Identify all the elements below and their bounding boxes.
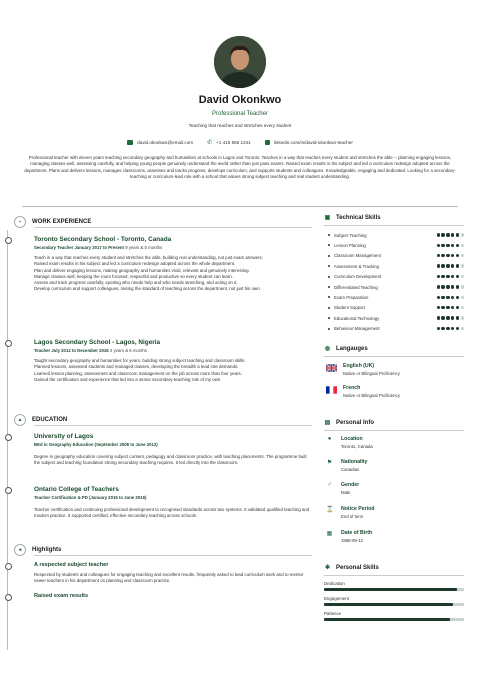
language-item <box>326 385 400 398</box>
rating-dot <box>461 264 464 267</box>
skill-rating <box>437 264 464 267</box>
school-body-2: Teacher certification and continuing professional development to recognised standards across two systems. It validated qualified teaching and modern practice. It supported certified, effective secondary teaching across schools. <box>34 507 310 519</box>
personal-skills-title: Personal Skills <box>336 564 379 571</box>
technical-skill-label: Curriculum Development <box>334 274 382 280</box>
calendar-icon: ▦ <box>326 531 333 537</box>
rating-dot <box>441 254 444 257</box>
job-duration-1: 9 years & 5 months <box>125 245 163 250</box>
rating-dot <box>446 306 449 309</box>
rating-dot <box>451 233 454 236</box>
education-title: EDUCATION <box>32 417 68 423</box>
timeline-dot <box>5 594 12 601</box>
section-rule <box>324 356 464 357</box>
bullet-icon <box>328 244 330 246</box>
technical-skills-title: Technical Skills <box>336 214 381 221</box>
rating-dot <box>461 254 464 257</box>
rating-dot <box>437 316 440 319</box>
linkedin-contact[interactable] <box>265 139 353 146</box>
briefcase-icon: ▪ <box>14 216 26 228</box>
info-notice <box>326 506 374 519</box>
linkedin-text: linkedin.com/in/david-okonkwo-teacher <box>273 140 353 145</box>
rating-dot <box>461 285 464 288</box>
rating-dot <box>461 244 464 247</box>
skill-rating <box>437 275 464 278</box>
school-body-1: Degree in geography education covering subject content, pedagogy and classroom practice, with teaching placements. The programme built the subject and teaching foundation strong secondary teaching requires. It led directly into the classroom. <box>34 454 307 466</box>
language-name: English (UK) <box>343 363 375 369</box>
bullet-icon <box>328 317 330 319</box>
candidate-name: David Okonkwo <box>198 94 282 106</box>
rating-dot <box>446 244 449 247</box>
job-meta-2 <box>34 348 147 353</box>
personal-skill-fill <box>324 618 450 621</box>
language-item <box>326 363 400 376</box>
rating-dot <box>451 316 454 319</box>
rating-dot <box>456 285 459 288</box>
skill-rating <box>437 244 464 247</box>
section-rule <box>324 575 464 576</box>
france-flag-icon <box>326 386 337 394</box>
globe-icon: ◍ <box>324 346 331 352</box>
technical-skill-row <box>328 262 464 270</box>
graduation-cap-icon: ▲ <box>14 414 26 426</box>
job-dates-1: January 2017 to Present <box>74 245 124 250</box>
technical-skill-row <box>328 304 464 312</box>
header-divider <box>22 206 458 207</box>
bullet-icon <box>328 234 330 236</box>
rating-dot <box>441 296 444 299</box>
rating-dot <box>461 306 464 309</box>
email-icon <box>127 140 133 145</box>
section-rule <box>34 227 312 228</box>
technical-skill-row <box>328 325 464 333</box>
profile-summary: Professional teacher with eleven years teaching secondary geography and humanities at schools in Lagos and Toronto. Teaches in a way that reaches every student and stretches the able -- planning engaging lessons, managing classes well, assessing carefully, and helping young people genuinely understand the world rather than just pass exams. Raised exam results in his subject and led a curriculum redesign adopted across the department. Plans and delivers lessons, manages classrooms, assesses and tracks progress, develops curriculum, and supports students and colleagues. Knowledgeable, engaging and dedicated. Looking for a secondary-teaching or curriculum-lead role with a school that values strong subject teaching and real student understanding. <box>24 155 456 179</box>
bullet-icon <box>328 307 330 309</box>
info-value: End of term <box>341 514 364 519</box>
rating-dot <box>441 264 444 267</box>
info-gender <box>326 482 359 495</box>
uk-flag-icon <box>326 364 337 372</box>
info-label: Nationality <box>341 459 368 465</box>
personal-skill <box>324 581 464 591</box>
rating-dot <box>446 254 449 257</box>
highlight-title-2: Raised exam results <box>34 593 89 599</box>
timeline-dot <box>5 434 12 441</box>
job-title-1: Toronto Secondary School - Toronto, Canada <box>34 236 172 243</box>
personal-skill-track <box>324 588 464 591</box>
highlights-title: Highlights <box>32 547 62 553</box>
technical-skill-label: Student Support <box>334 305 366 311</box>
phone-contact[interactable] <box>207 139 251 146</box>
languages-title: Langauges <box>336 345 368 352</box>
rating-dot <box>456 244 459 247</box>
job-body-2 <box>34 358 310 383</box>
job-meta-1 <box>34 245 162 250</box>
info-label: Notice Period <box>341 506 375 512</box>
school-title-1: University of Lagos <box>34 433 94 440</box>
personal-skill-fill <box>324 588 457 591</box>
skill-rating <box>437 285 464 288</box>
job-position-1: Secondary Teacher <box>34 245 74 250</box>
technical-skill-label: Subject Teaching <box>334 232 367 238</box>
section-rule <box>34 555 312 556</box>
bullet-icon <box>328 255 330 257</box>
language-name: French <box>343 385 361 391</box>
rating-dot <box>437 254 440 257</box>
rating-dot <box>461 275 464 278</box>
rating-dot <box>441 244 444 247</box>
rating-dot <box>437 244 440 247</box>
rating-dot <box>456 254 459 257</box>
job-bullet: Teach in a way that reaches every student and stretches the able, building real understanding, not just exam answers. <box>34 255 263 260</box>
timeline-dot <box>5 487 12 494</box>
technical-skill-label: Assessment & Tracking <box>334 263 379 269</box>
job-body-1 <box>34 255 310 293</box>
technical-skill-label: Behaviour Management <box>334 326 380 332</box>
rating-dot <box>437 275 440 278</box>
rating-dot <box>451 275 454 278</box>
technical-skill-label: Educational Technology <box>334 315 380 321</box>
personal-skills-heading <box>324 564 379 571</box>
section-rule <box>34 425 312 426</box>
personal-skill-fill <box>324 603 453 606</box>
rating-dot <box>461 296 464 299</box>
rating-dot <box>456 233 459 236</box>
info-label: Location <box>341 436 363 442</box>
languages-heading <box>324 345 368 352</box>
technical-skill-label: Lesson Planning <box>334 242 366 248</box>
skill-rating <box>437 316 464 319</box>
rating-dot <box>456 296 459 299</box>
contact-bar <box>0 139 480 146</box>
personal-skill-track <box>324 618 464 621</box>
info-location <box>326 436 373 449</box>
info-label: Date of Birth <box>341 530 373 536</box>
job-bullet: Gained the certification and experience that led into a senior secondary-teaching role of my own. <box>34 376 222 382</box>
job-bullet: Develop curriculum and support colleagues, raising the standard of teaching across the department, not just his own. <box>34 286 261 292</box>
technical-skill-row <box>328 283 464 291</box>
technical-skill-label: Differentiated Teaching <box>334 284 378 290</box>
school-sub-1: BEd in Geography Education (September 2008 to June 2012) <box>34 442 158 447</box>
skill-rating <box>437 327 464 330</box>
bullet-icon <box>328 328 330 330</box>
job-duration-2: 4 years & 6 months <box>109 348 147 353</box>
rating-dot <box>441 275 444 278</box>
bullet-icon <box>328 286 330 288</box>
rating-dot <box>437 264 440 267</box>
technical-skill-label: Exam Preparation <box>334 294 369 300</box>
work-experience-title: WORK EXPERIENCE <box>32 219 92 225</box>
technical-skill-row <box>328 231 464 239</box>
rating-dot <box>451 306 454 309</box>
rating-dot <box>451 254 454 257</box>
rating-dot <box>446 285 449 288</box>
candidate-role: Professional Teacher <box>212 111 268 117</box>
technical-skills-heading <box>324 214 381 221</box>
job-bullet: Plan and deliver engaging lessons, making geography and humanities vivid, relevant and genuinely interesting. <box>34 267 250 273</box>
job-bullet: Raised exam results in his subject and led a curriculum redesign adopted across the whole department. <box>34 261 236 267</box>
rating-dot <box>446 316 449 319</box>
section-rule <box>324 225 464 226</box>
skill-rating <box>437 296 464 299</box>
job-bullet: Manage classes well, keeping the room focused, respectful and productive so every student can learn. <box>34 273 233 279</box>
rating-dot <box>441 306 444 309</box>
skill-rating <box>437 254 464 257</box>
megaphone-icon: ◂ <box>14 544 26 556</box>
person-icon: ♂ <box>327 482 332 488</box>
bullet-icon <box>328 265 330 267</box>
rating-dot <box>437 285 440 288</box>
skill-rating <box>437 306 464 309</box>
profile-photo <box>214 36 266 88</box>
phone-text: +1 416 555 1341 <box>216 140 251 145</box>
rating-dot <box>461 327 464 330</box>
technical-skill-label: Classroom Management <box>334 253 381 259</box>
rating-dot <box>461 316 464 319</box>
personal-info-heading <box>324 419 374 426</box>
phone-icon: ✆ <box>207 140 213 146</box>
personal-skill-label: Engagement <box>324 596 349 601</box>
highlight-title-1: A respected subject teacher <box>34 562 109 568</box>
info-value: Canadian <box>341 467 360 472</box>
job-bullet: Planned lessons, assessed students and managed classes, developing the breadth a lead role demands. <box>34 364 239 370</box>
rating-dot <box>456 316 459 319</box>
rating-dot <box>437 233 440 236</box>
skill-rating <box>437 233 464 236</box>
job-dates-2: July 2012 to December 2016 <box>51 348 109 353</box>
job-title-2: Lagos Secondary School - Lagos, Nigeria <box>34 339 161 346</box>
rating-dot <box>451 264 454 267</box>
bullet-icon <box>328 296 330 298</box>
rating-dot <box>451 296 454 299</box>
rating-dot <box>451 285 454 288</box>
toolbox-icon: ▣ <box>324 215 331 221</box>
technical-skill-row <box>328 273 464 281</box>
rating-dot <box>461 233 464 236</box>
job-bullet: Taught secondary geography and humanities for years, building strong subject teaching and classroom skills. <box>34 358 246 363</box>
language-level: Native or Bilingual Proficiency <box>343 393 400 398</box>
candidate-tagline: Teaching that reaches and stretches every student <box>188 123 292 128</box>
personal-skill <box>324 596 464 606</box>
rating-dot <box>446 296 449 299</box>
timeline-dot <box>5 563 12 570</box>
timeline-dot <box>5 237 12 244</box>
technical-skill-row <box>328 252 464 260</box>
info-value: Male <box>341 490 351 495</box>
email-text: david.okonkwo@email.com <box>137 140 194 145</box>
rating-dot <box>451 244 454 247</box>
rating-dot <box>441 285 444 288</box>
linkedin-icon <box>265 140 270 145</box>
rating-dot <box>456 275 459 278</box>
info-dob <box>326 530 372 543</box>
rating-dot <box>437 306 440 309</box>
flag-icon: ⚑ <box>326 460 333 466</box>
rating-dot <box>446 264 449 267</box>
personal-info-title: Personal Info <box>336 419 375 426</box>
rating-dot <box>446 275 449 278</box>
technical-skill-row <box>328 293 464 301</box>
personal-skill <box>324 611 464 621</box>
highlight-body-1: Respected by students and colleagues for engaging teaching and excellent results, frequently asked to lead curriculum work and to mentor newer teachers in his department on planning and classroom practice. <box>34 572 304 584</box>
rating-dot <box>441 233 444 236</box>
job-position-2: Teacher <box>34 348 51 353</box>
section-rule <box>324 430 464 431</box>
rating-dot <box>446 233 449 236</box>
info-nationality <box>326 459 368 472</box>
language-level: Native or Bilingual Proficiency <box>343 371 400 376</box>
info-label: Gender <box>341 482 360 488</box>
rating-dot <box>437 327 440 330</box>
job-bullet: Assess and track progress carefully, spotting who needs help and who needs stretching, and acting on it. <box>34 280 238 286</box>
rating-dot <box>451 327 454 330</box>
bullet-icon <box>328 276 330 278</box>
technical-skill-row <box>328 314 464 322</box>
email-contact[interactable] <box>127 139 193 146</box>
rating-dot <box>437 296 440 299</box>
rating-dot <box>456 306 459 309</box>
personal-skill-track <box>324 603 464 606</box>
rating-dot <box>456 264 459 267</box>
rating-dot <box>441 316 444 319</box>
rating-dot <box>446 327 449 330</box>
info-value: Toronto, Canada <box>341 444 373 449</box>
technical-skill-row <box>328 241 464 249</box>
location-pin-icon: ● <box>327 436 332 442</box>
personal-skill-label: Dedication <box>324 581 345 586</box>
id-card-icon: ▤ <box>324 420 331 426</box>
personal-skill-label: Patience <box>324 611 342 616</box>
skills-icon: ✱ <box>324 565 331 571</box>
job-bullet: Learned lesson planning, assessment and classroom management on the job across more than four years. <box>34 370 242 376</box>
info-value: 1988-09-12 <box>341 538 363 543</box>
school-sub-2: Teacher Certification & PD (January 2015 to June 2016) <box>34 495 147 500</box>
school-title-2: Ontario College of Teachers <box>34 486 119 493</box>
timeline-dot <box>5 340 12 347</box>
hourglass-icon: ⌛ <box>326 507 334 513</box>
rating-dot <box>441 327 444 330</box>
rating-dot <box>456 327 459 330</box>
